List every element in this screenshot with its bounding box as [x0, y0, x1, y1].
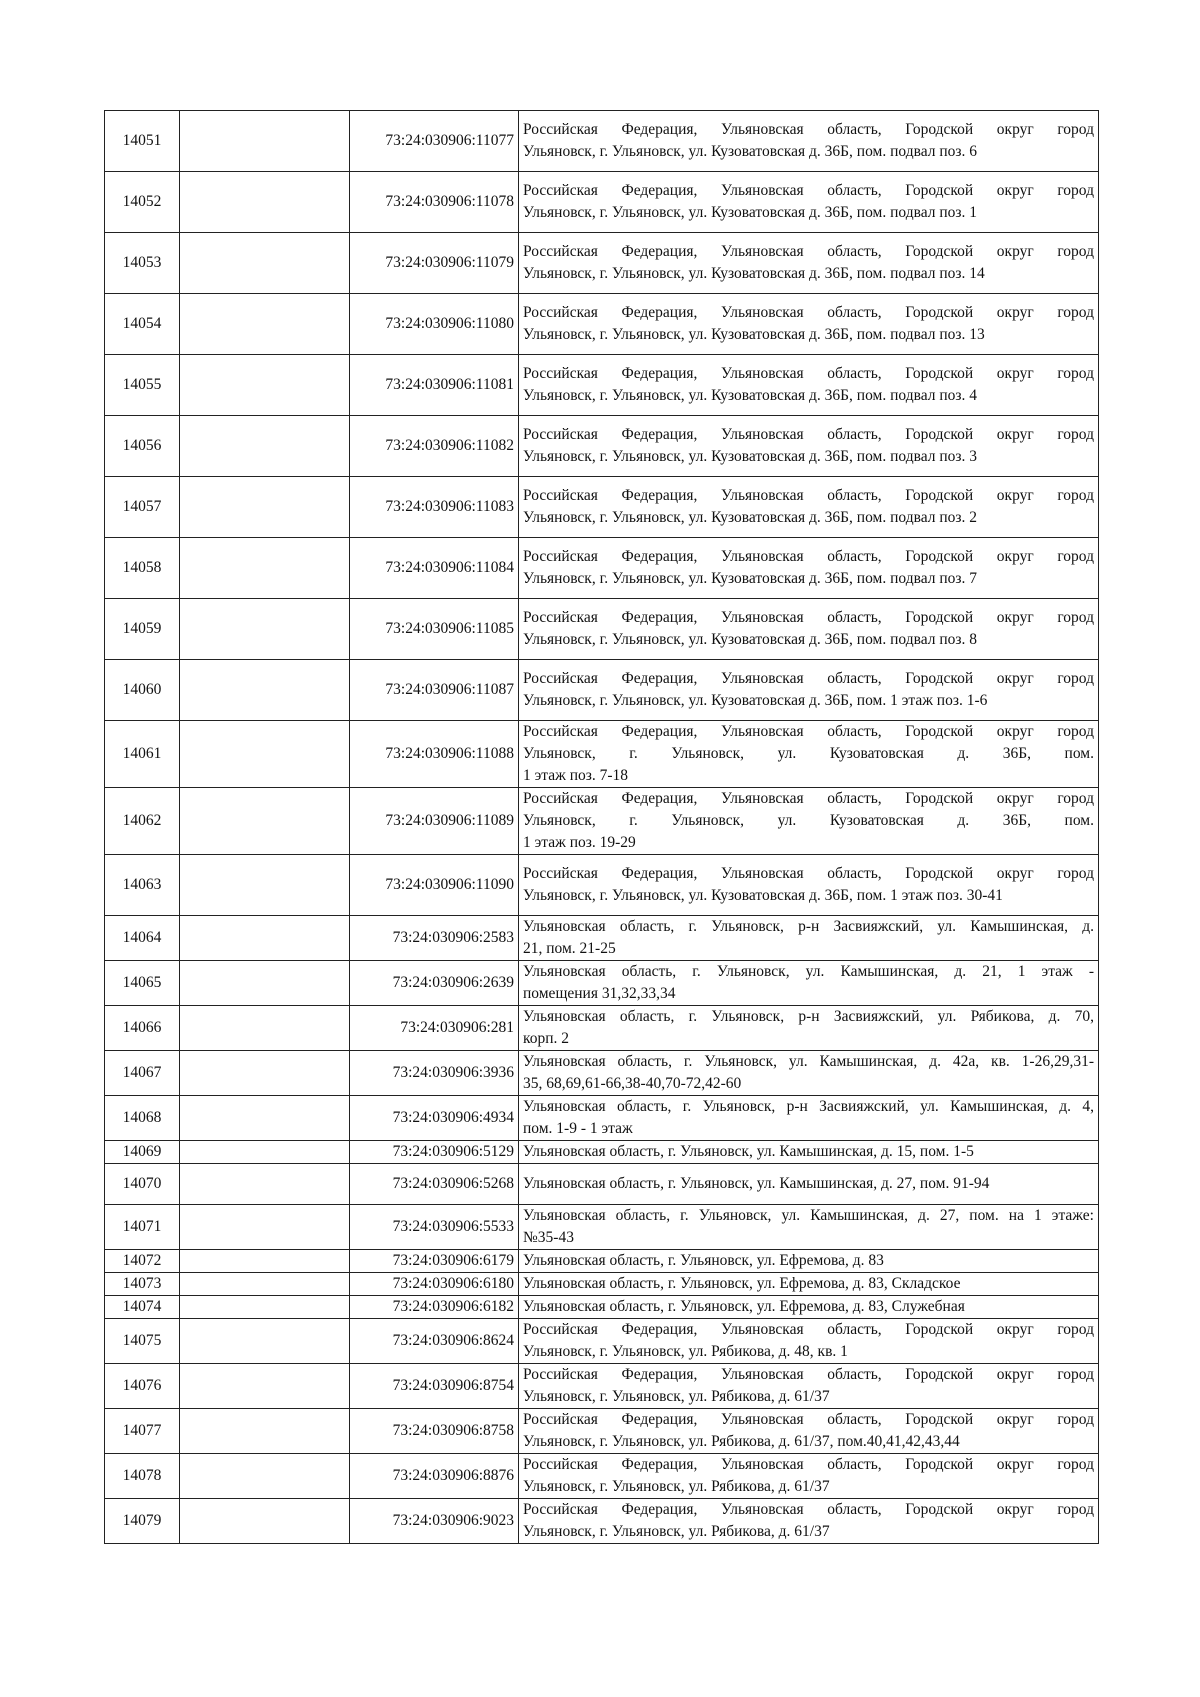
address-line: Российская Федерация, Ульяновская область, Городской округ город [523, 1321, 1094, 1338]
row-number: 14077 [105, 1409, 180, 1454]
address-cell [519, 855, 1099, 916]
row-number: 14058 [105, 538, 180, 599]
address-line: №35-43 [523, 1229, 574, 1246]
table-row [105, 1273, 1099, 1296]
empty-cell [180, 1319, 350, 1364]
address-line: Ульяновская область, г. Ульяновск, р-н Засвияжский, ул. Камышинская, д. [523, 918, 1094, 935]
address-line: 21, пом. 21-25 [523, 940, 616, 957]
row-number: 14078 [105, 1454, 180, 1499]
table-row [105, 111, 1099, 172]
address-line: Ульяновск, г. Ульяновск, ул. Рябикова, д. 61/37, пом.40,41,42,43,44 [523, 1433, 960, 1450]
row-number: 14074 [105, 1296, 180, 1319]
cadastral-number: 73:24:030906:11081 [350, 355, 519, 416]
row-number: 14057 [105, 477, 180, 538]
address-line: Российская Федерация, Ульяновская область, Городской округ город [523, 1366, 1094, 1383]
empty-cell [180, 111, 350, 172]
address-line: Ульяновская область, г. Ульяновск, ул. Камышинская, д. 42а, кв. 1-26,29,31- [523, 1053, 1094, 1070]
table-row [105, 1364, 1099, 1409]
cadastral-number: 73:24:030906:3936 [350, 1051, 519, 1096]
address-line: Российская Федерация, Ульяновская область, Городской округ город [523, 121, 1094, 138]
address-cell [519, 599, 1099, 660]
empty-cell [180, 1250, 350, 1273]
table-row [105, 1499, 1099, 1544]
empty-cell [180, 1273, 350, 1296]
table-row [105, 599, 1099, 660]
address-line: Ульяновск, г. Ульяновск, ул. Кузоватовская д. 36Б, пом. [523, 745, 1094, 762]
address-cell [519, 1250, 1099, 1273]
row-number: 14066 [105, 1006, 180, 1051]
row-number: 14072 [105, 1250, 180, 1273]
table-row [105, 1051, 1099, 1096]
table-row [105, 1319, 1099, 1364]
row-number: 14054 [105, 294, 180, 355]
address-line: Ульяновск, г. Ульяновск, ул. Кузоватовская д. 36Б, пом. [523, 812, 1094, 829]
table-row [105, 1409, 1099, 1454]
table-row [105, 294, 1099, 355]
address-cell [519, 1364, 1099, 1409]
empty-cell [180, 1364, 350, 1409]
cadastral-number: 73:24:030906:2583 [350, 916, 519, 961]
address-cell [519, 111, 1099, 172]
empty-cell [180, 916, 350, 961]
address-line: Российская Федерация, Ульяновская область, Городской округ город [523, 723, 1094, 740]
address-cell [519, 1051, 1099, 1096]
address-line: Ульяновск, г. Ульяновск, ул. Рябикова, д. 61/37 [523, 1388, 830, 1405]
row-number: 14052 [105, 172, 180, 233]
row-number: 14053 [105, 233, 180, 294]
cadastral-number: 73:24:030906:4934 [350, 1096, 519, 1141]
address-cell [519, 233, 1099, 294]
address-line: Ульяновск, г. Ульяновск, ул. Кузоватовская д. 36Б, пом. 1 этаж поз. 30-41 [523, 887, 1003, 904]
table-body [105, 111, 1099, 1544]
table-row [105, 416, 1099, 477]
table-row [105, 1096, 1099, 1141]
empty-cell [180, 1205, 350, 1250]
address-line: Ульяновск, г. Ульяновск, ул. Кузоватовская д. 36Б, пом. подвал поз. 3 [523, 448, 977, 465]
cadastral-number: 73:24:030906:9023 [350, 1499, 519, 1544]
table-row [105, 233, 1099, 294]
cadastral-number: 73:24:030906:11077 [350, 111, 519, 172]
address-cell [519, 1499, 1099, 1544]
empty-cell [180, 1006, 350, 1051]
cadastral-number: 73:24:030906:11079 [350, 233, 519, 294]
cadastral-number: 73:24:030906:11078 [350, 172, 519, 233]
address-cell [519, 477, 1099, 538]
address-line: Ульяновск, г. Ульяновск, ул. Рябикова, д. 61/37 [523, 1523, 830, 1540]
address-line: Ульяновская область, г. Ульяновск, ул. Ефремова, д. 83, Служебная [523, 1298, 965, 1315]
row-number: 14055 [105, 355, 180, 416]
address-line: Ульяновская область, г. Ульяновск, ул. Ефремова, д. 83, Складское [523, 1275, 961, 1292]
cadastral-number: 73:24:030906:5268 [350, 1164, 519, 1205]
address-line: Российская Федерация, Ульяновская область, Городской округ город [523, 790, 1094, 807]
cadastral-number: 73:24:030906:6180 [350, 1273, 519, 1296]
cadastral-number: 73:24:030906:11082 [350, 416, 519, 477]
address-line: корп. 2 [523, 1030, 570, 1047]
empty-cell [180, 172, 350, 233]
cadastral-number: 73:24:030906:11085 [350, 599, 519, 660]
address-cell [519, 1164, 1099, 1205]
address-line: 1 этаж поз. 19-29 [523, 834, 636, 851]
table-row [105, 1250, 1099, 1273]
cadastral-number: 73:24:030906:6179 [350, 1250, 519, 1273]
address-cell [519, 1296, 1099, 1319]
table-row [105, 355, 1099, 416]
cadastral-number: 73:24:030906:8758 [350, 1409, 519, 1454]
address-line: Российская Федерация, Ульяновская область, Городской округ город [523, 1456, 1094, 1473]
table-row [105, 1006, 1099, 1051]
address-line: пом. 1-9 - 1 этаж [523, 1120, 633, 1137]
address-line: Российская Федерация, Ульяновская область, Городской округ город [523, 365, 1094, 382]
row-number: 14061 [105, 721, 180, 788]
cadastral-number: 73:24:030906:11080 [350, 294, 519, 355]
address-line: Ульяновск, г. Ульяновск, ул. Кузоватовская д. 36Б, пом. подвал поз. 6 [523, 143, 977, 160]
address-line: 1 этаж поз. 7-18 [523, 767, 629, 784]
address-cell [519, 538, 1099, 599]
address-cell [519, 1096, 1099, 1141]
table-row [105, 538, 1099, 599]
empty-cell [180, 294, 350, 355]
empty-cell [180, 788, 350, 855]
address-line: Российская Федерация, Ульяновская область, Городской округ город [523, 243, 1094, 260]
empty-cell [180, 233, 350, 294]
address-line: Ульяновск, г. Ульяновск, ул. Кузоватовская д. 36Б, пом. подвал поз. 1 [523, 204, 977, 221]
row-number: 14051 [105, 111, 180, 172]
table-row [105, 961, 1099, 1006]
empty-cell [180, 1141, 350, 1164]
empty-cell [180, 416, 350, 477]
address-cell [519, 1205, 1099, 1250]
table-row [105, 477, 1099, 538]
address-line: Российская Федерация, Ульяновская область, Городской округ город [523, 609, 1094, 626]
address-line: Ульяновск, г. Ульяновск, ул. Рябикова, д. 61/37 [523, 1478, 830, 1495]
row-number: 14067 [105, 1051, 180, 1096]
address-line: Ульяновская область, г. Ульяновск, ул. Камышинская, д. 27, пом. на 1 этаже: [523, 1207, 1094, 1224]
address-cell [519, 1319, 1099, 1364]
cadastral-number: 73:24:030906:2639 [350, 961, 519, 1006]
address-line: Ульяновск, г. Ульяновск, ул. Кузоватовская д. 36Б, пом. подвал поз. 2 [523, 509, 977, 526]
address-line: Российская Федерация, Ульяновская область, Городской округ город [523, 426, 1094, 443]
row-number: 14062 [105, 788, 180, 855]
address-line: Ульяновск, г. Ульяновск, ул. Кузоватовская д. 36Б, пом. 1 этаж поз. 1-6 [523, 692, 988, 709]
row-number: 14060 [105, 660, 180, 721]
empty-cell [180, 1096, 350, 1141]
empty-cell [180, 599, 350, 660]
address-cell [519, 294, 1099, 355]
empty-cell [180, 721, 350, 788]
address-cell [519, 1273, 1099, 1296]
empty-cell [180, 961, 350, 1006]
table-row [105, 721, 1099, 788]
table-row [105, 788, 1099, 855]
empty-cell [180, 1296, 350, 1319]
address-cell [519, 961, 1099, 1006]
empty-cell [180, 1454, 350, 1499]
row-number: 14059 [105, 599, 180, 660]
address-cell [519, 721, 1099, 788]
table-row [105, 1296, 1099, 1319]
address-line: 35, 68,69,61-66,38-40,70-72,42-60 [523, 1075, 742, 1092]
address-line: Ульяновск, г. Ульяновск, ул. Кузоватовская д. 36Б, пом. подвал поз. 7 [523, 570, 977, 587]
cadastral-number: 73:24:030906:11083 [350, 477, 519, 538]
address-cell [519, 1141, 1099, 1164]
cadastral-number: 73:24:030906:11084 [350, 538, 519, 599]
cadastral-number: 73:24:030906:11089 [350, 788, 519, 855]
address-line: Ульяновск, г. Ульяновск, ул. Рябикова, д. 48, кв. 1 [523, 1343, 848, 1360]
table-row [105, 1141, 1099, 1164]
cadastral-number: 73:24:030906:281 [350, 1006, 519, 1051]
address-line: Ульяновская область, г. Ульяновск, ул. Ефремова, д. 83 [523, 1252, 884, 1269]
cadastral-number: 73:24:030906:5533 [350, 1205, 519, 1250]
address-line: Ульяновская область, г. Ульяновск, ул. Камышинская, д. 15, пом. 1-5 [523, 1143, 974, 1160]
address-cell [519, 355, 1099, 416]
empty-cell [180, 660, 350, 721]
row-number: 14071 [105, 1205, 180, 1250]
address-cell [519, 916, 1099, 961]
empty-cell [180, 855, 350, 916]
address-line: Российская Федерация, Ульяновская область, Городской округ город [523, 1501, 1094, 1518]
address-line: Российская Федерация, Ульяновская область, Городской округ город [523, 865, 1094, 882]
address-cell [519, 1409, 1099, 1454]
address-line: Ульяновская область, г. Ульяновск, ул. Камышинская, д. 21, 1 этаж - [523, 963, 1094, 980]
empty-cell [180, 355, 350, 416]
row-number: 14075 [105, 1319, 180, 1364]
address-line: Ульяновск, г. Ульяновск, ул. Кузоватовская д. 36Б, пом. подвал поз. 13 [523, 326, 985, 343]
row-number: 14076 [105, 1364, 180, 1409]
address-line: Ульяновск, г. Ульяновск, ул. Кузоватовская д. 36Б, пом. подвал поз. 4 [523, 387, 977, 404]
cadastral-number: 73:24:030906:6182 [350, 1296, 519, 1319]
address-cell [519, 1006, 1099, 1051]
address-line: Российская Федерация, Ульяновская область, Городской округ город [523, 304, 1094, 321]
cadastral-number: 73:24:030906:5129 [350, 1141, 519, 1164]
address-line: Российская Федерация, Ульяновская область, Городской округ город [523, 487, 1094, 504]
row-number: 14070 [105, 1164, 180, 1205]
address-line: Ульяновская область, г. Ульяновск, р-н Засвияжский, ул. Камышинская, д. 4, [523, 1098, 1094, 1115]
address-cell [519, 660, 1099, 721]
empty-cell [180, 1409, 350, 1454]
empty-cell [180, 1164, 350, 1205]
address-line: Российская Федерация, Ульяновская область, Городской округ город [523, 548, 1094, 565]
table-row [105, 1454, 1099, 1499]
row-number: 14064 [105, 916, 180, 961]
cadastral-number: 73:24:030906:8624 [350, 1319, 519, 1364]
table-row [105, 1205, 1099, 1250]
row-number: 14056 [105, 416, 180, 477]
address-line: помещения 31,32,33,34 [523, 985, 676, 1002]
cadastral-number: 73:24:030906:8876 [350, 1454, 519, 1499]
table-row [105, 855, 1099, 916]
table-row [105, 1164, 1099, 1205]
empty-cell [180, 1499, 350, 1544]
row-number: 14073 [105, 1273, 180, 1296]
row-number: 14079 [105, 1499, 180, 1544]
address-line: Российская Федерация, Ульяновская область, Городской округ город [523, 1411, 1094, 1428]
address-cell [519, 788, 1099, 855]
cadastral-number: 73:24:030906:11087 [350, 660, 519, 721]
address-cell [519, 1454, 1099, 1499]
empty-cell [180, 477, 350, 538]
row-number: 14068 [105, 1096, 180, 1141]
cadastral-number: 73:24:030906:11088 [350, 721, 519, 788]
address-cell [519, 416, 1099, 477]
row-number: 14065 [105, 961, 180, 1006]
empty-cell [180, 538, 350, 599]
property-register-table [104, 110, 1099, 1544]
cadastral-number: 73:24:030906:11090 [350, 855, 519, 916]
row-number: 14069 [105, 1141, 180, 1164]
address-line: Ульяновская область, г. Ульяновск, р-н Засвияжский, ул. Рябикова, д. 70, [523, 1008, 1094, 1025]
address-line: Ульяновская область, г. Ульяновск, ул. Камышинская, д. 27, пом. 91-94 [523, 1175, 990, 1192]
address-line: Ульяновск, г. Ульяновск, ул. Кузоватовская д. 36Б, пом. подвал поз. 14 [523, 265, 985, 282]
table-row [105, 916, 1099, 961]
address-cell [519, 172, 1099, 233]
row-number: 14063 [105, 855, 180, 916]
table-row [105, 660, 1099, 721]
address-line: Российская Федерация, Ульяновская область, Городской округ город [523, 670, 1094, 687]
cadastral-number: 73:24:030906:8754 [350, 1364, 519, 1409]
address-line: Российская Федерация, Ульяновская область, Городской округ город [523, 182, 1094, 199]
address-line: Ульяновск, г. Ульяновск, ул. Кузоватовская д. 36Б, пом. подвал поз. 8 [523, 631, 977, 648]
table-row [105, 172, 1099, 233]
empty-cell [180, 1051, 350, 1096]
